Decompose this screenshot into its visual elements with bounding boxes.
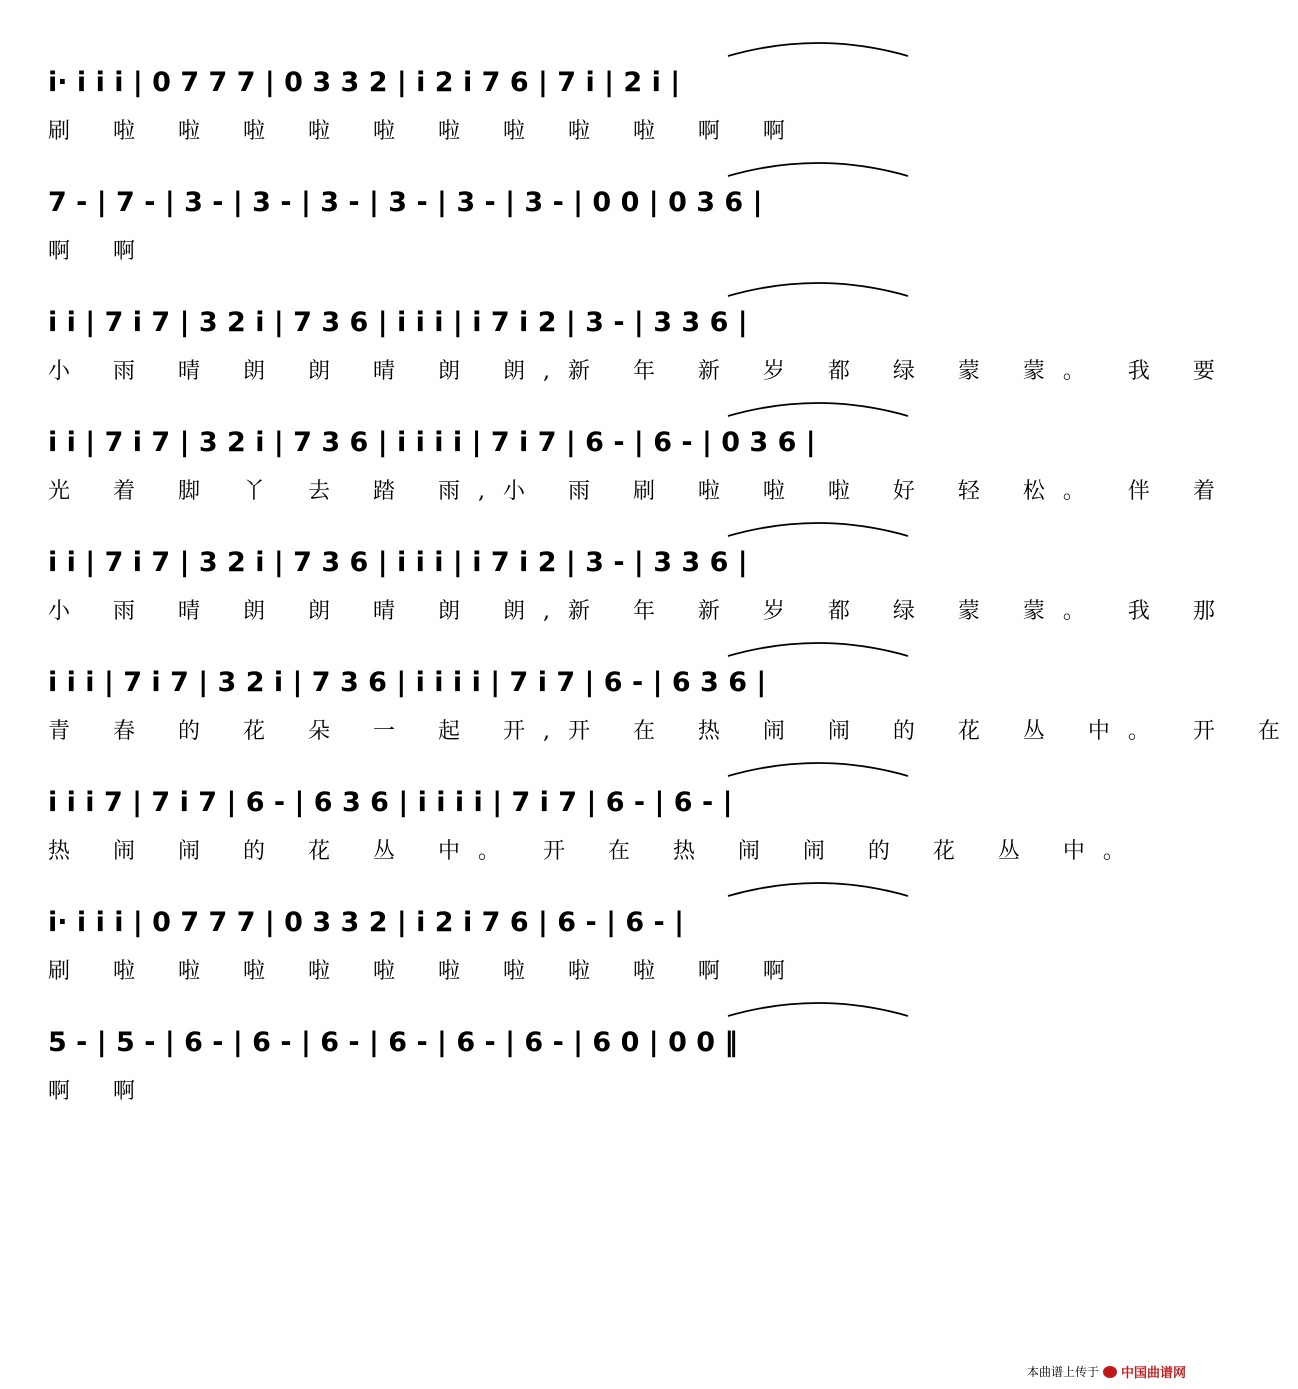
score-row [48,398,1233,508]
score-row [48,998,1160,1108]
notation-line: i i i | 7 i 7 | 3 2 i | 7 3 6 | i i i i | 7 i 7 | 6 - | 6 3 6 | [48,667,767,698]
lyrics-line: 小 雨 晴 朗 朗 晴 朗 朗,新 年 新 岁 都 绿 蒙 蒙。 我 要 [48,359,1233,384]
score-row [48,878,1160,988]
score-row [48,638,1298,748]
lyrics-line: 青 春 的 花 朵 一 起 开,开 在 热 闹 闹 的 花 丛 中。 开 在 [48,719,1298,744]
lyrics-line: 光 着 脚 丫 去 踏 雨,小 雨 刷 啦 啦 啦 好 轻 松。 伴 着 [48,479,1233,504]
notation-line: i· i i i | 0 7 7 7 | 0 3 3 2 | i 2 i 7 6 | 7 i | 2 i | [48,67,681,98]
footer-brand: 中国曲谱网 [1120,1366,1186,1381]
notation-line: i i | 7 i 7 | 3 2 i | 7 3 6 | i i i | i 7 i 2 | 3 - | 3 3 6 | [48,307,748,338]
score-row [48,758,1160,868]
lyrics-line: 刷 啦 啦 啦 啦 啦 啦 啦 啦 啦 啊 啊 [48,959,803,984]
site-logo-icon [1103,1366,1117,1378]
notation-line: i i | 7 i 7 | 3 2 i | 7 3 6 | i i i i | 7 i 7 | 6 - | 6 - | 0 3 6 | [48,427,816,458]
lyrics-line: 刷 啦 啦 啦 啦 啦 啦 啦 啦 啦 啊 啊 [48,119,803,144]
score-row [48,38,1160,148]
score-row [48,518,1233,628]
notation-line: 5 - | 5 - | 6 - | 6 - | 6 - | 6 - | 6 - | 6 - | 6 0 | 0 0 ‖ [48,1027,738,1058]
notation-line: 7 - | 7 - | 3 - | 3 - | 3 - | 3 - | 3 - | 3 - | 0 0 | 0 3 6 | [48,187,763,218]
lyrics-line: 热 闹 闹 的 花 丛 中。 开 在 热 闹 闹 的 花 丛 中。 [48,839,1143,864]
score-row [48,278,1233,388]
footer [1027,1362,1186,1381]
notation-line: i· i i i | 0 7 7 7 | 0 3 3 2 | i 2 i 7 6 | 6 - | 6 - | [48,907,684,938]
notation-line: i i i 7 | 7 i 7 | 6 - | 6 3 6 | i i i i | 7 i 7 | 6 - | 6 - | [48,787,733,818]
lyrics-line: 小 雨 晴 朗 朗 晴 朗 朗,新 年 新 岁 都 绿 蒙 蒙。 我 那 [48,599,1233,624]
lyrics-line: 啊 啊 [48,239,153,264]
footer-text: 本曲谱上传于 [1026,1365,1099,1379]
notation-line: i i | 7 i 7 | 3 2 i | 7 3 6 | i i i | i 7 i 2 | 3 - | 3 3 6 | [48,547,748,578]
lyrics-line: 啊 啊 [48,1079,153,1104]
score-row [48,158,1160,268]
